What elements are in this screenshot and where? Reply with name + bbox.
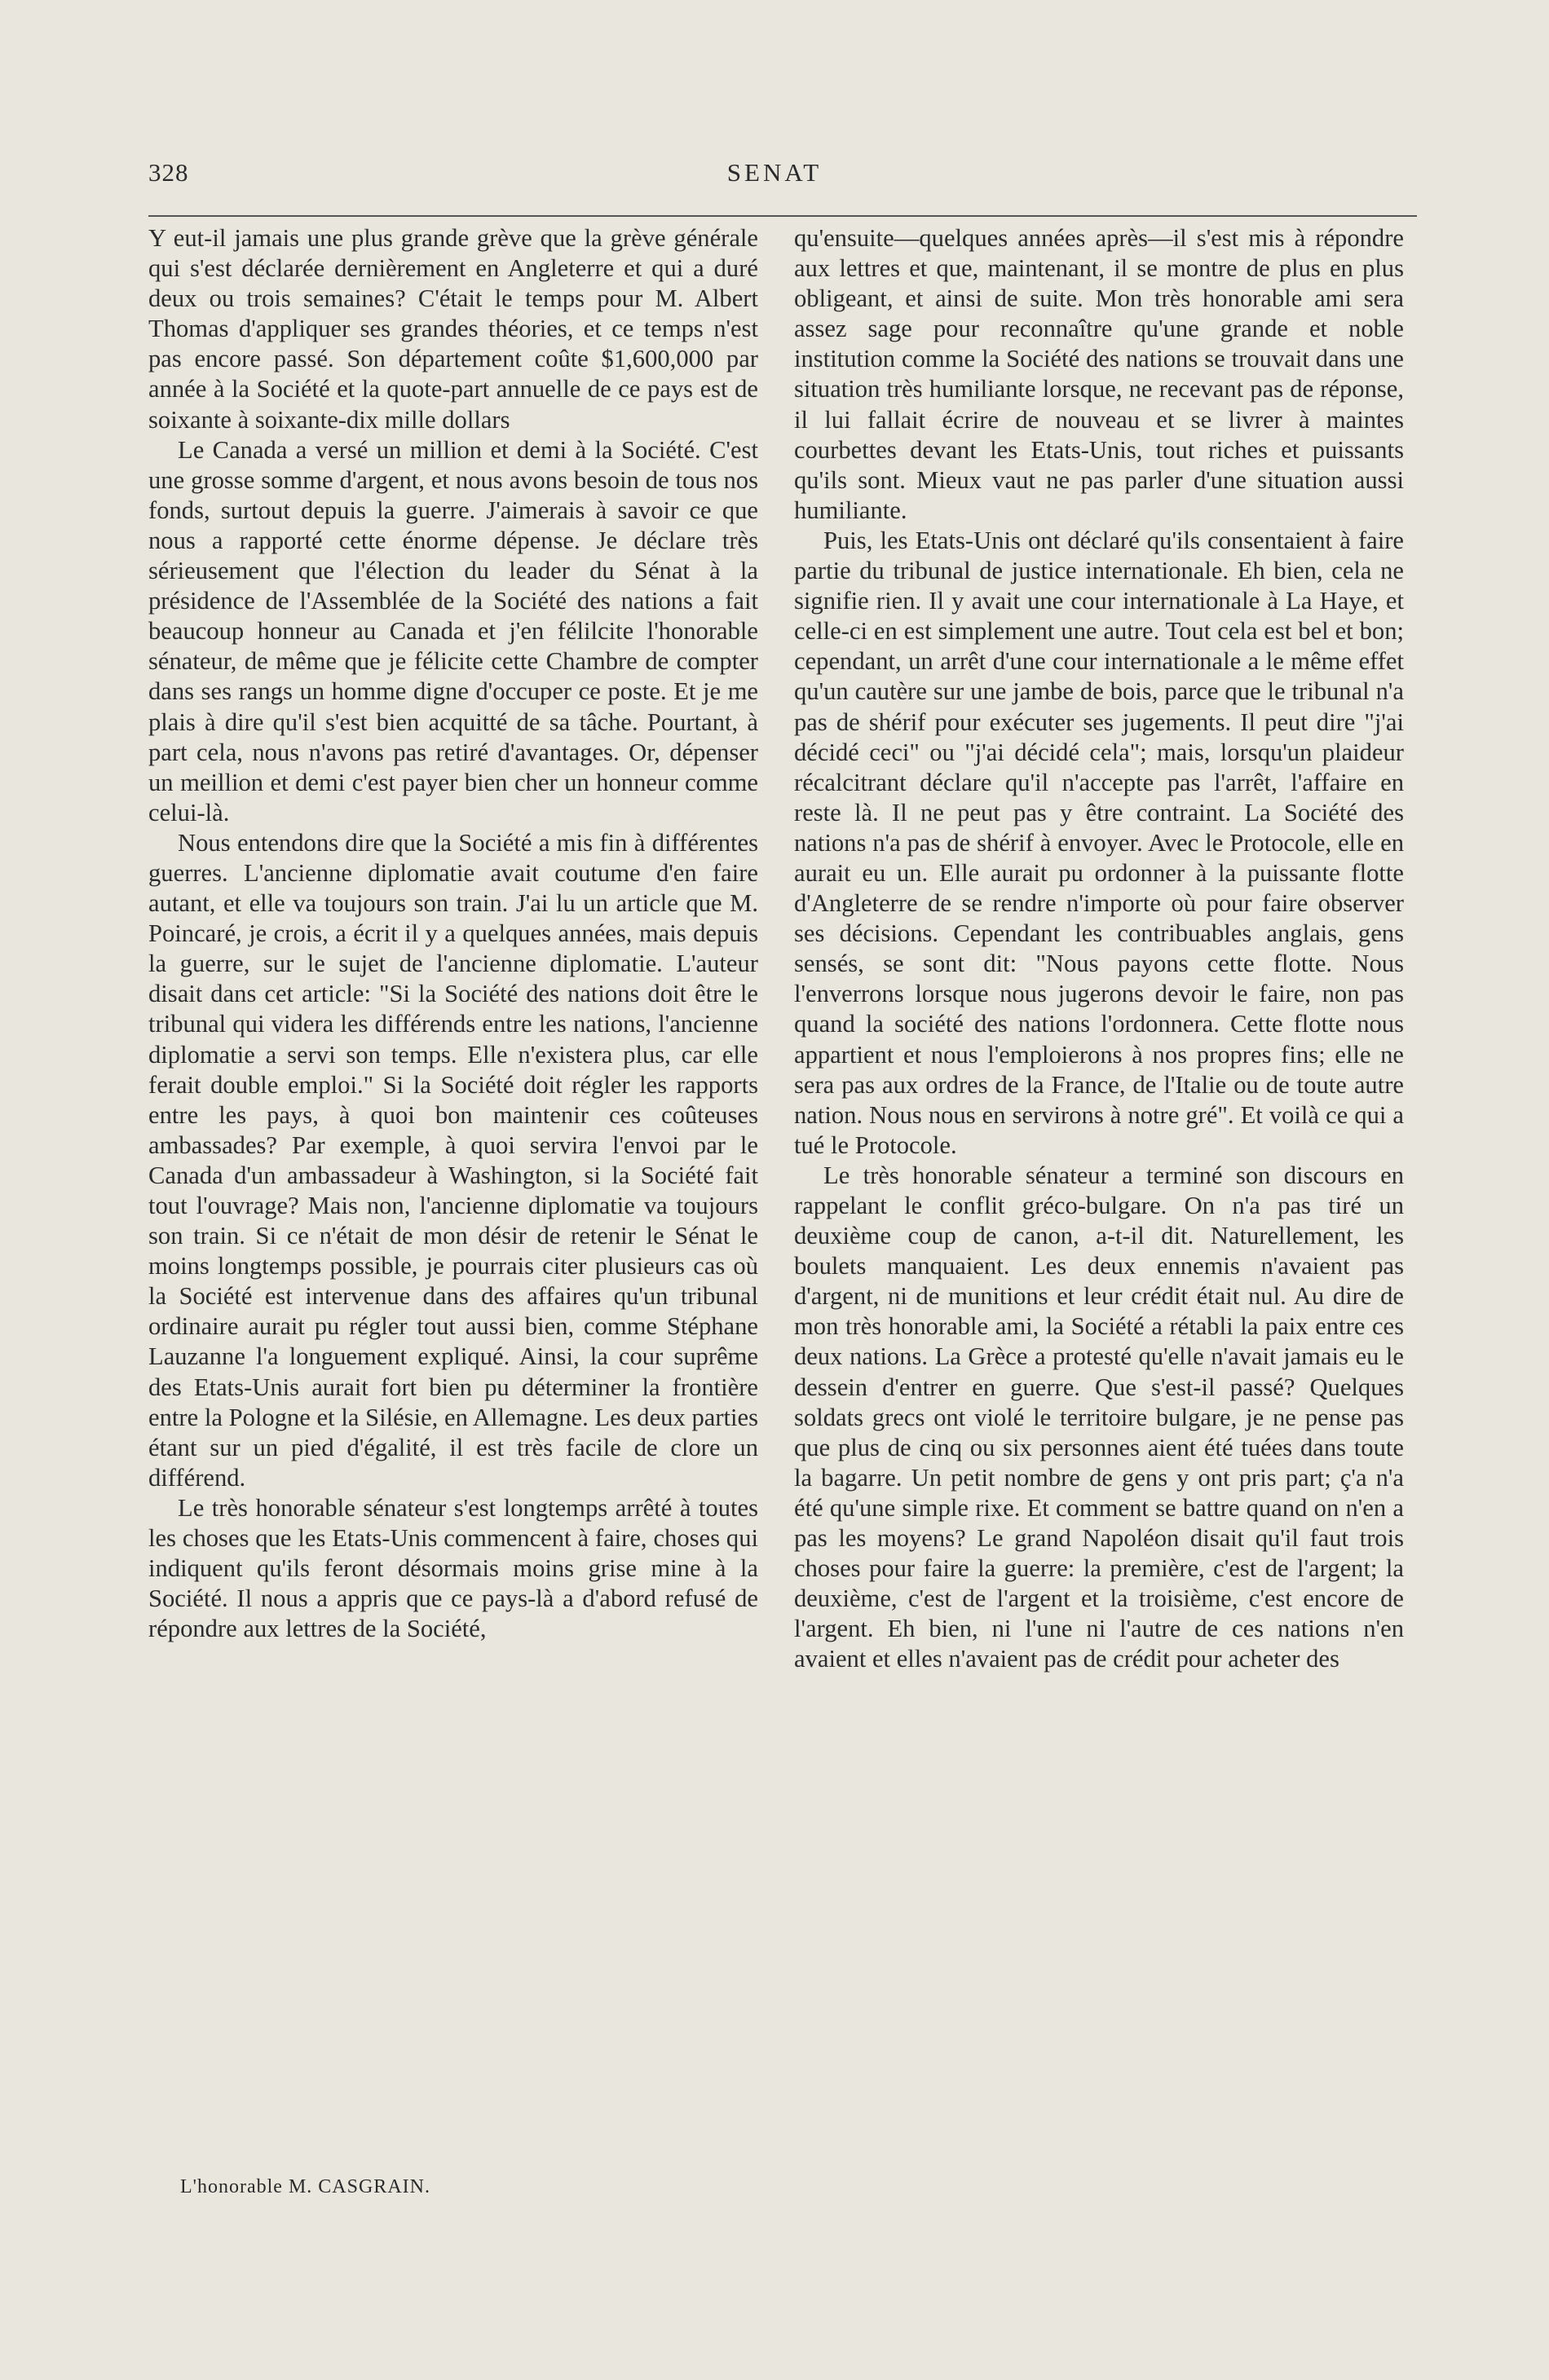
left-text-column — [148, 223, 758, 1644]
speaker-signature: L'honorable M. CASGRAIN. — [180, 2176, 430, 2197]
paragraph: Le très honorable sénateur a terminé son discours en rappelant le conflit gréco-bulgare. On n'a pas tiré un deuxième coup de canon, a-t-il dit. Naturellement, les boulets manquaient. Les deux ennemis n'avaient pas d'argent, ni de munitions et leur crédit était nul. Au dire de mon très honorable ami, la Société a rétabli la paix entre ces deux nations. La Grèce a protesté qu'elle n'avait jamais eu le dessein d'entrer en guerre. Que s'est-il passé? Quelques soldats grecs ont violé le territoire bulgare, je ne pense pas que plus de cinq ou six personnes aient été tuées dans toute la bagarre. Un petit nombre de gens y ont pris part; ç'a n'a été qu'une simple rixe. Et comment se battre quand on n'en a pas les moyens? Le grand Napoléon disait qu'il faut trois choses pour faire la guerre: la première, c'est de l'argent; la deuxième, c'est de l'argent et la troisième, c'est encore de l'argent. Eh bien, ni l'une ni l'autre de ces nations n'en avaient et elles n'avaient pas de crédit pour acheter des — [794, 1161, 1404, 1673]
paragraph: Le très honorable sénateur s'est longtemps arrêté à toutes les choses que les Etats-Unis commencent à faire, choses qui indiquent qu'ils feront désormais moins grise mine à la Société. Il nous a appris que ce pays-là a d'abord refusé de répondre aux lettres de la Société, — [148, 1493, 758, 1643]
running-head-title: SENAT — [726, 158, 823, 187]
paragraph: Puis, les Etats-Unis ont déclaré qu'ils consentaient à faire partie du tribunal de justice internationale. Eh bien, cela ne signifie rien. Il y avait une cour internationale à La Haye, et celle-ci en est simplement une autre. Tout cela est bel et bon; cependant, un arrêt d'une cour internationale a le même effet qu'un cautère sur une jambe de bois, parce que le tribunal n'a pas de shérif pour exécuter ses jugements. Il peut dire "j'ai décidé ceci" ou "j'ai décidé cela"; mais, lorsqu'un plaideur récalcitrant déclare qu'il n'accepte pas l'arrêt, l'affaire en reste là. Il ne peut pas y être contraint. La Société des nations n'a pas de shérif à envoyer. Avec le Protocole, elle en aurait eu un. Elle aurait pu ordonner à la puissante flotte d'Angleterre de se rendre n'importe où pour faire observer ses décisions. Cependant les contribuables anglais, gens sensés, se sont dit: "Nous payons cette flotte. Nous l'enverrons lorsque nous jugerons devoir le faire, non pas quand la société des nations l'ordonnera. Cette flotte nous appartient et nous l'emploierons à nos propres fins; elle ne sera pas aux ordres de la France, de l'Italie ou de toute autre nation. Nous nous en servirons à notre gré". Et voilà ce qui a tué le Protocole. — [794, 526, 1404, 1159]
right-text-column — [794, 223, 1404, 1675]
paragraph: Y eut-il jamais une plus grande grève que la grève générale qui s'est déclarée dernièrement en Angleterre et qui a duré deux ou trois semaines? C'était le temps pour M. Albert Thomas d'appliquer ses grandes théories, et ce temps n'est pas encore passé. Son département coûte $1,600,000 par année à la Société et la quote-part annuelle de ce pays est de soixante à soixante-dix mille dollars — [148, 224, 758, 434]
header-rule — [148, 215, 1417, 217]
page-number: 328 — [148, 158, 189, 187]
paragraph: qu'ensuite—quelques années après—il s'est mis à répondre aux lettres et que, maintenant, il se montre de plus en plus obligeant, et ainsi de suite. Mon très honorable ami sera assez sage pour reconnaître qu'une grande et noble institution comme la Société des nations se trouvait dans une situation très humiliante lorsque, ne recevant pas de réponse, il lui fallait écrire de nouveau et se livrer à maintes courbettes devant les Etats-Unis, tout riches et puissants qu'ils sont. Mieux vaut ne pas parler d'une situation aussi humiliante. — [794, 224, 1404, 524]
paragraph: Le Canada a versé un million et demi à la Société. C'est une grosse somme d'argent, et nous avons besoin de tous nos fonds, surtout depuis la guerre. J'aimerais à savoir ce que nous a rapporté cette énorme dépense. Je déclare très sérieusement que l'élection du leader du Sénat à la présidence de l'Assemblée de la Société des nations a fait beaucoup honneur au Canada et j'en félilcite l'honorable sénateur, de même que je félicite cette Chambre de compter dans ses rangs un homme digne d'occuper ce poste. Et je me plais à dire qu'il s'est bien acquitté de sa tâche. Pourtant, à part cela, nous n'avons pas retiré d'avantages. Or, dépenser un meillion et demi c'est payer bien cher un honneur comme celui-là. — [148, 435, 758, 826]
paragraph: Nous entendons dire que la Société a mis fin à différentes guerres. L'ancienne diplomatie avait coutume d'en faire autant, et elle va toujours son train. J'ai lu un article que M. Poincaré, je crois, a écrit il y a quelques années, mais depuis la guerre, sur le sujet de l'ancienne diplomatie. L'auteur disait dans cet article: "Si la Société des nations doit être le tribunal qui videra les différends entre les nations, l'ancienne diplomatie a servi son temps. Elle n'existera plus, car elle ferait double emploi." Si la Société doit régler les rapports entre les pays, à quoi bon maintenir ces coûteuses ambassades? Par exemple, à quoi servira l'envoi par le Canada d'un ambassadeur à Washington, si la Société fait tout l'ouvrage? Mais non, l'ancienne diplomatie va toujours son train. Si ce n'était de mon désir de retenir le Sénat le moins longtemps possible, je pourrais citer plusieurs cas où la Société est intervenue dans des affaires qu'un tribunal ordinaire aurait pu régler tout aussi bien, comme Stéphane Lauzanne l'a longuement expliqué. Ainsi, la cour suprême des Etats-Unis aurait fort bien pu déterminer la frontière entre la Pologne et la Silésie, en Allemagne. Les deux parties étant sur un pied d'égalité, il est très facile de clore un différend. — [148, 828, 758, 1492]
